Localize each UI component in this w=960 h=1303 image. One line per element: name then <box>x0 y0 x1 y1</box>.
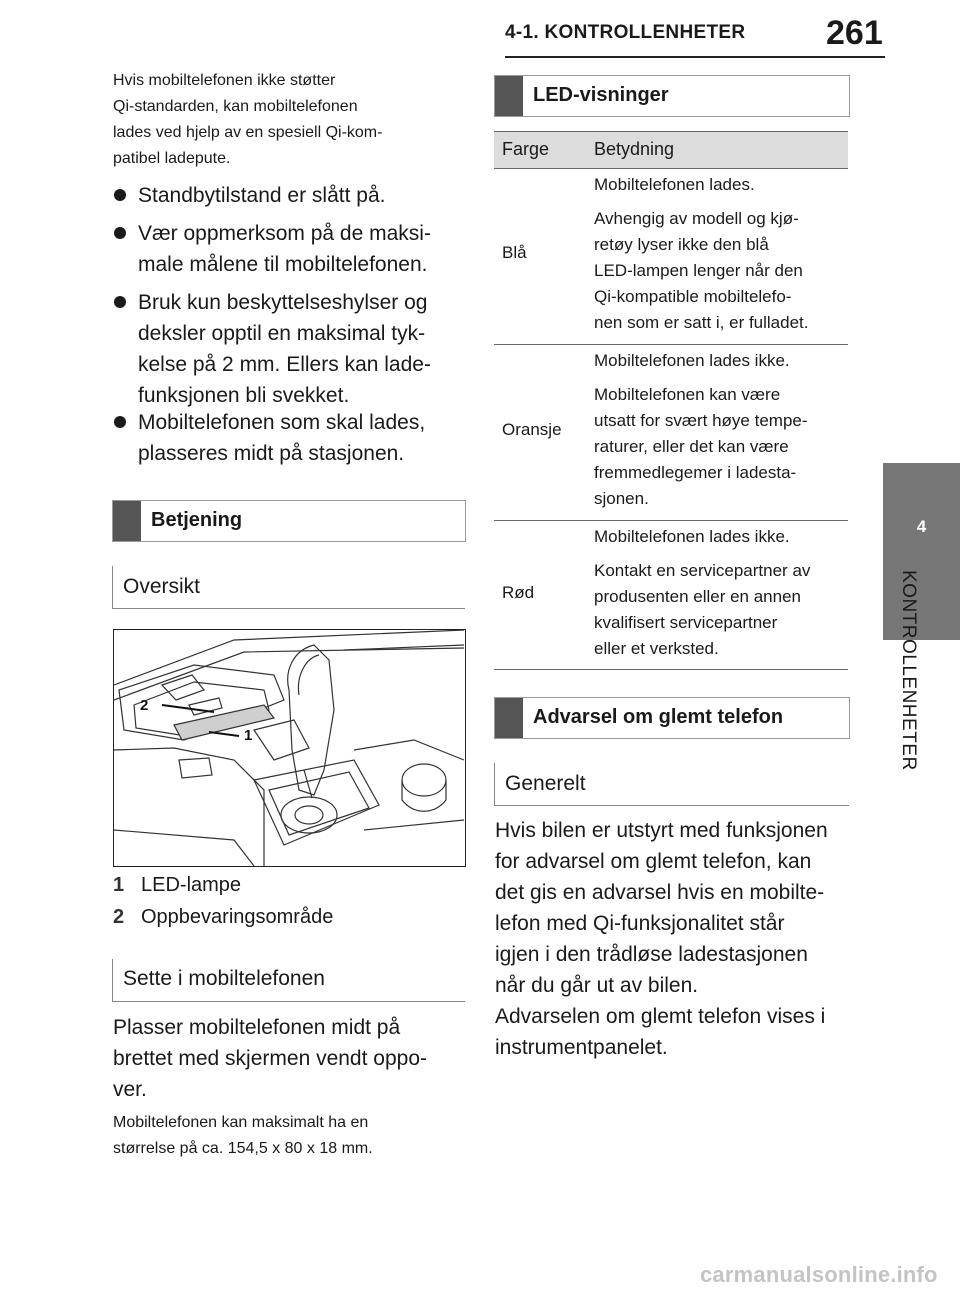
insert-paragraph: Plasser mobiltelefonen midt på brettet med skjermen vendt oppo- ver. <box>113 1016 427 1101</box>
charging-tray-illustration <box>113 629 466 867</box>
table-cell-colour: Rød <box>502 583 535 602</box>
legend-item: 2 Oppbevaringsområde <box>113 906 334 928</box>
table-row-divider <box>494 669 848 670</box>
subheading-overview: Oversikt <box>112 566 465 609</box>
warning-paragraph: Hvis bilen er utstyrt med funksjonen for advarsel om glemt telefon, kan det gis en advarsel hvis en mobilte- lefon med Qi-funksjonalitet står igjen i den trådløse ladestasjonen når du går ut av bilen. <box>495 819 828 997</box>
table-row-divider <box>494 344 848 345</box>
callout-1: 1 <box>244 727 253 744</box>
bullet-dot-icon <box>114 189 126 201</box>
size-note: Mobiltelefonen kan maksimalt ha en størrelse på ca. 154,5 x 80 x 18 mm. <box>113 1114 373 1157</box>
section-heading-forgotten-phone: Advarsel om glemt telefon <box>494 697 850 739</box>
bullet-item: Vær oppmerksom på de maksi- male målene til mobiltelefonen. <box>114 218 431 280</box>
section-heading-operation: Betjening <box>112 500 466 542</box>
bullet-dot-icon <box>114 416 126 428</box>
header-rule <box>505 56 885 58</box>
bullet-dot-icon <box>114 227 126 239</box>
table-cell-meaning: Mobiltelefonen lades. Avhengig av modell og kjø- retøy lyser ikke den blå LED-lampen lenger når den Qi-kompatible mobiltelefo- nen som er satt i, er fulladet. <box>594 175 809 332</box>
display-paragraph: Advarselen om glemt telefon vises i instrumentpanelet. <box>495 1005 826 1059</box>
bullet-item: Bruk kun beskyttelseshylser og deksler opptil en maksimal tyk- kelse på 2 mm. Ellers kan lade- funksjonen bli svekket. <box>114 287 431 411</box>
table-cell-meaning: Mobiltelefonen lades ikke. Kontakt en servicepartner av produsenten eller en annen kvalifisert servicepartner eller et verksted. <box>594 527 811 658</box>
watermark: carmanualsonline.info <box>700 1262 938 1287</box>
running-header: 4-1. KONTROLLENHETER <box>505 22 746 43</box>
table-header <box>494 131 848 169</box>
console-drawing <box>114 630 465 866</box>
table-cell-meaning: Mobiltelefonen lades ikke. Mobiltelefonen kan være utsatt for svært høye tempe- raturer, eller det kan være fremmedlegemer i ladesta- sjonen. <box>594 351 808 508</box>
subheading-general: Generelt <box>494 763 849 806</box>
column-header-meaning: Betydning <box>594 139 675 159</box>
page-number: 261 <box>826 14 883 52</box>
table-cell-colour: Oransje <box>502 420 562 439</box>
bullet-dot-icon <box>114 296 126 308</box>
table-row-divider <box>494 520 848 521</box>
chapter-number: 4 <box>916 517 927 536</box>
bullet-item: Standbytilstand er slått på. <box>114 180 385 211</box>
section-heading-led: LED-visninger <box>494 75 850 117</box>
legend-item: 1 LED-lampe <box>113 874 242 896</box>
table-cell-colour: Blå <box>502 243 527 262</box>
column-header-colour: Farge <box>502 139 550 159</box>
subheading-insert-phone: Sette i mobiltelefonen <box>112 959 465 1002</box>
callout-2: 2 <box>140 697 149 714</box>
chapter-label: KONTROLLENHETER <box>898 570 919 771</box>
bullet-item: Mobiltelefonen som skal lades, plasseres midt på stasjonen. <box>114 407 425 469</box>
intro-paragraph: Hvis mobiltelefonen ikke støtter Qi-standarden, kan mobiltelefonen lades ved hjelp av en spesiell Qi-kom- patibel ladepute. <box>113 72 383 167</box>
